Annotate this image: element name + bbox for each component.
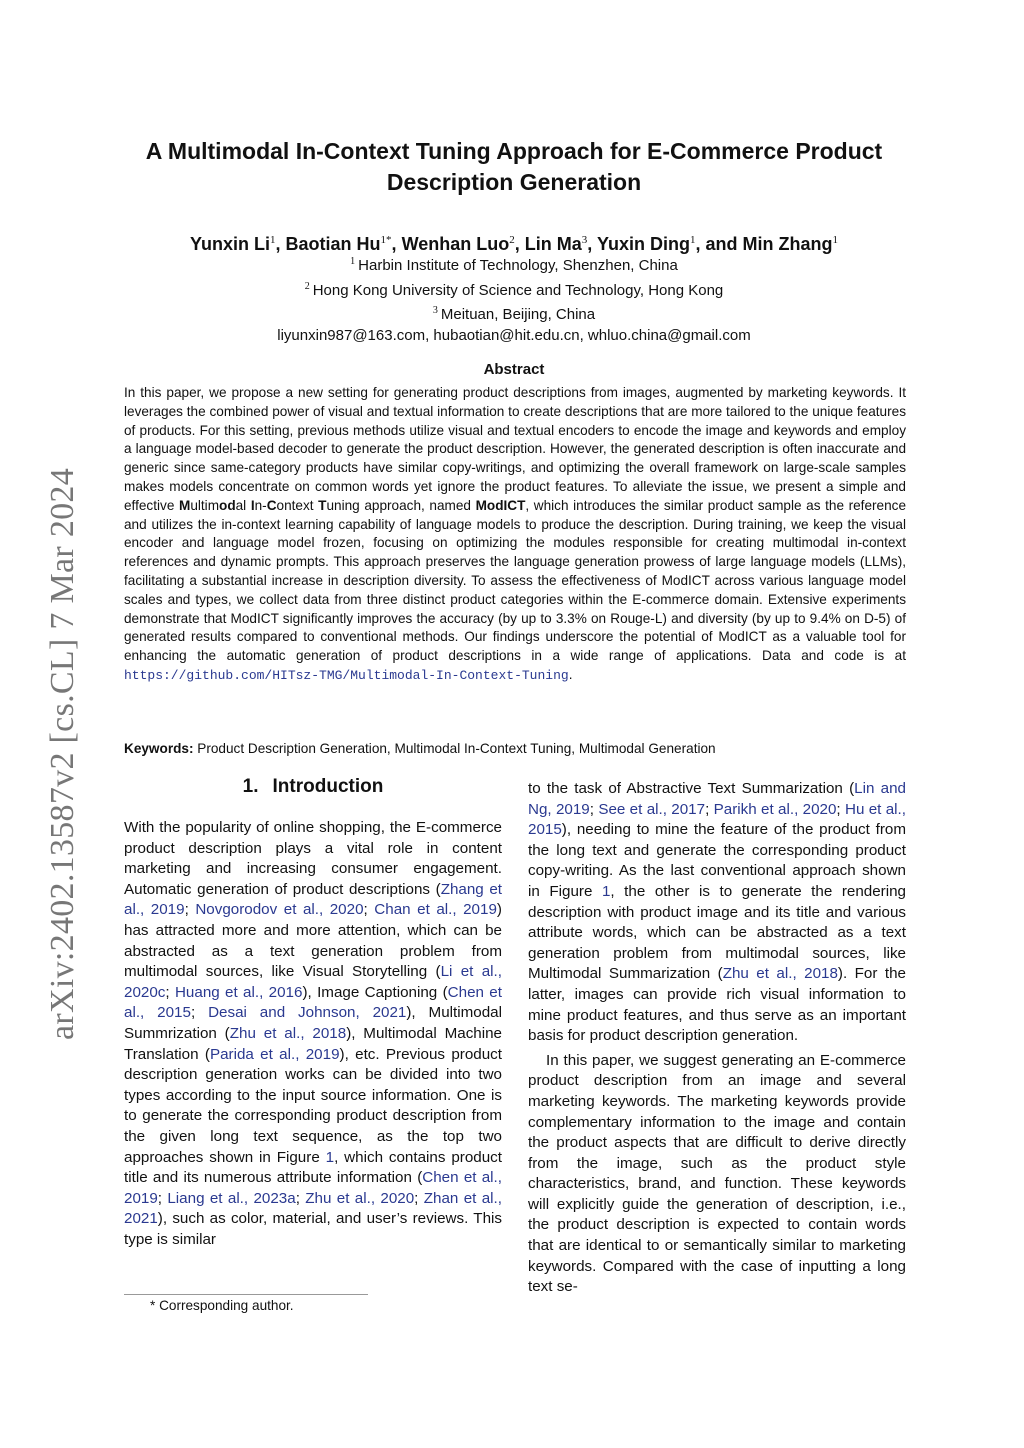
citation-link[interactable]: Chen et al., 2019 [124, 1169, 502, 1207]
author-name: Lin Ma [524, 234, 582, 254]
body-text: ), etc. Previous product description generation works can be divided into two types according to the input source information. One is to generate the corresponding product description from the given long text sequence, as the top two approaches shown in Figure [124, 1045, 502, 1166]
model-name: ModICT [475, 497, 526, 513]
code-repository-link[interactable]: https://github.com/HITsz-TMG/Multimodal-In-Context-Tuning [124, 667, 569, 683]
abstract-part-3: , which introduces the similar product sample as the reference and utilizes the in-context learning capability of language models to produce the description. During training, we keep the visual encoder and language model frozen, focusing on optimizing the modules responsible for creating multimodal in-context references and dynamic prompts. This approach preserves the language generation prowess of large language models (LLMs), facilitating a substantial increase in description diversity. To assess the effectiveness of ModICT across various language model scales and types, we collect data from three distinct product categories within the E-commerce domain. Extensive experiments demonstrate that ModICT significantly improves the accuracy (by up to 3.3% on Rouge-L) and diversity (by up to 9.4% on D-5) of generated results compared to conventional methods. Our findings underscore the potential of ModICT as a valuable tool for enhancing the automatic generation of product descriptions in a wide range of applications. Data and code is at [124, 497, 907, 664]
author-affil-mark: 1* [380, 234, 392, 246]
body-text: ; [184, 901, 196, 919]
citation-link[interactable]: Liang et al., 2023a [167, 1189, 296, 1207]
author-name: Baotian Hu [285, 234, 381, 254]
affiliation-line [110, 277, 918, 302]
body-text: ), Multimodal Machine Translation ( [124, 1024, 502, 1063]
acronym-letter: M [178, 497, 191, 513]
footnote-corresponding-author: * Corresponding author. [150, 1298, 294, 1313]
citation-link[interactable]: See et al., 2017 [598, 800, 706, 818]
acronym-expansion [179, 498, 360, 513]
affiliation-mark: 1 [350, 256, 356, 267]
body-text: ; [165, 983, 175, 1001]
author-emails: liyunxin987@163.com, hubaotian@hit.edu.cn, whluo.china@gmail.com [277, 326, 751, 344]
citation-link[interactable]: Novgorodov et al., 2020 [195, 901, 364, 919]
body-text: ), Image Captioning ( [302, 983, 448, 1001]
section-title: Introduction [272, 776, 384, 797]
citation-link[interactable]: Zhu et al., 2018 [722, 965, 838, 983]
footnote-rule [124, 1294, 368, 1295]
left-column [124, 818, 502, 1250]
abstract-end: . [568, 666, 573, 682]
author-name: Yuxin Ding [596, 234, 690, 254]
acronym-letter: T [318, 497, 327, 513]
author-name: Min Zhang [742, 234, 833, 254]
author-affil-mark: 1 [689, 234, 696, 246]
body-text: ; [705, 800, 714, 818]
right-column [528, 779, 906, 1298]
body-text: ), needing to mine the feature of the product from the long text and generate the corresponding product copy-writing. As the last conventional approach shown in Figure [528, 821, 906, 900]
intro-paragraph-2: In this paper, we suggest generating an E-commerce product description from an image and several marketing keywords. The marketing keywords provide complementary information to the image and contain the product aspects that are difficult to derive directly from the image, such as the product style characteristics, brand, and function. These keywords will explicitly guide the generation of description, i.e., the product description is expected to contain words that are identical to or semantically similar to marketing keywords. Compared with the case of inputting a long text se- [528, 1051, 906, 1296]
citation-link[interactable]: Chan et al., 2019 [374, 901, 497, 919]
abstract-body [124, 384, 906, 686]
citation-link[interactable]: Chen et al., 2015 [124, 983, 502, 1022]
body-text: , which contains product title and its numerous attribute information ( [124, 1148, 502, 1187]
author-affil-mark: 2 [509, 234, 515, 246]
author-name: Yunxin Li [190, 234, 271, 254]
intro-paragraph-1 [124, 818, 502, 1250]
citation-link[interactable]: Lin and Ng, 2019 [528, 780, 906, 818]
citation-link[interactable]: Zhang et al., 2019 [124, 880, 503, 919]
citation-link[interactable]: Huang et al., 2016 [174, 983, 303, 1001]
body-text: ; [363, 901, 375, 919]
author-affil-mark: 1 [832, 234, 838, 246]
citation-link[interactable]: 1 [325, 1148, 335, 1166]
citation-link[interactable]: Parida et al., 2019 [209, 1045, 340, 1063]
keywords-text: Product Description Generation, Multimodal In-Context Tuning, Multimodal Generation [197, 741, 716, 756]
affiliation-line [110, 301, 918, 326]
section-number: 1. [242, 776, 259, 797]
citation-link[interactable]: Zhu et al., 2020 [305, 1189, 415, 1207]
affiliation-mark: 2 [304, 280, 310, 292]
body-text: ; [295, 1189, 306, 1207]
affiliations [110, 252, 918, 346]
citation-link[interactable]: Zhan et al., 2021 [124, 1189, 502, 1228]
arxiv-identifier-stamp: arXiv:2402.13587v2 [cs.CL] 7 Mar 2024 [44, 467, 81, 1040]
body-text: With the popularity of online shopping, the E-commerce product description plays a vital role in content marketing and increasing consumer engagement. Automatic generation of product descriptions ( [124, 819, 502, 898]
author-list: Yunxin Li$^1$, Baotian $Hu^{1*}$, Wenhan Luo$^2$, Lin Ma$^3$, Yuxin Ding$^1$, and Min Zhang$^1$ [190, 234, 838, 254]
body-text: ). For the latter, images can provide rich visual information to mine product features, and thus serve as an important basis for product description generation. [528, 965, 906, 1045]
affiliation-mark: 3 [432, 305, 438, 316]
citation-link[interactable]: Desai and Johnson, 2021 [208, 1004, 407, 1022]
author-affil-mark: 1 [270, 234, 276, 246]
acronym-text: uning [326, 497, 360, 513]
affiliation-text: Meituan, Beijing, China [440, 306, 596, 323]
abstract-heading: Abstract [483, 361, 545, 378]
title-line-2: Description Generation [386, 169, 642, 195]
authors-conjunction: and [705, 234, 738, 254]
intro-paragraph-1-continued [528, 779, 906, 1047]
acronym-letter: od [219, 497, 236, 513]
author-name: Wenhan Luo [401, 234, 510, 254]
affiliation-line [110, 252, 918, 277]
acronym-text: al [235, 497, 251, 513]
body-text: ; [190, 1004, 209, 1022]
body-text: ; [414, 1189, 424, 1207]
acronym-letter: I [250, 497, 255, 513]
body-text: ) has attracted more and more attention, which can be abstracted as a text generation problem from multimodal sources, like Visual Storytelling ( [124, 901, 502, 981]
body-text: ; [157, 1189, 168, 1207]
abstract-part-2: approach, named [359, 497, 476, 513]
acronym-letter: C [266, 497, 277, 513]
body-text: ; [836, 800, 845, 818]
acronym-text: ontext [276, 497, 319, 513]
citation-link[interactable]: Hu et al., 2015 [528, 800, 906, 839]
affiliation-text: Harbin Institute of Technology, Shenzhen, China [358, 257, 678, 274]
acronym-text: ultim [190, 497, 220, 513]
acronym-text: n- [254, 497, 267, 513]
section-heading-introduction [124, 776, 502, 798]
keywords-label: Keywords: [124, 741, 194, 756]
citation-link[interactable]: Li et al., 2020c [124, 963, 502, 1001]
body-text: ), such as color, material, and user’s reviews. This type is similar [124, 1210, 502, 1248]
body-text: ), Multimodal Summrization ( [124, 1004, 502, 1042]
citation-link[interactable]: Zhu et al., 2018 [229, 1024, 347, 1042]
title-line-1: A Multimodal In-Context Tuning Approach for E-Commerce Product [145, 138, 883, 164]
author-affil-mark: 3 [581, 234, 588, 246]
citation-link[interactable]: 1 [601, 882, 611, 900]
abstract-part-1: In this paper, we propose a new setting for generating product descriptions from images, augmented by marketing keywords. It leverages the combined power of visual and textual information to create descriptions that are more tailored to the unique features of products. For this setting, previous methods utilize visual and textual encoders to encode the image and keywords and employ a language model-based decoder to generate the product description. However, the generated description is often inaccurate and generic since same-category products have similar copy-writings, and optimizing the overall framework on large-scale samples makes models concentrate on common words yet ignore the product features. To alleviate the issue, we present a simple and effective [124, 385, 906, 513]
body-text: , the other is to generate the rendering description with product image and its title and various attribute words, which can be abstracted as a text generation problem from multimodal sources, like Multimodal Summarization ( [528, 882, 907, 983]
body-text: to the task of Abstractive Text Summarization ( [528, 780, 855, 797]
body-text: ; [589, 800, 599, 818]
affiliation-text: Hong Kong University of Science and Technology, Hong Kong [312, 281, 724, 299]
citation-link[interactable]: Parikh et al., 2020 [713, 800, 837, 818]
keywords-line [124, 741, 906, 756]
paper-title [110, 136, 918, 198]
